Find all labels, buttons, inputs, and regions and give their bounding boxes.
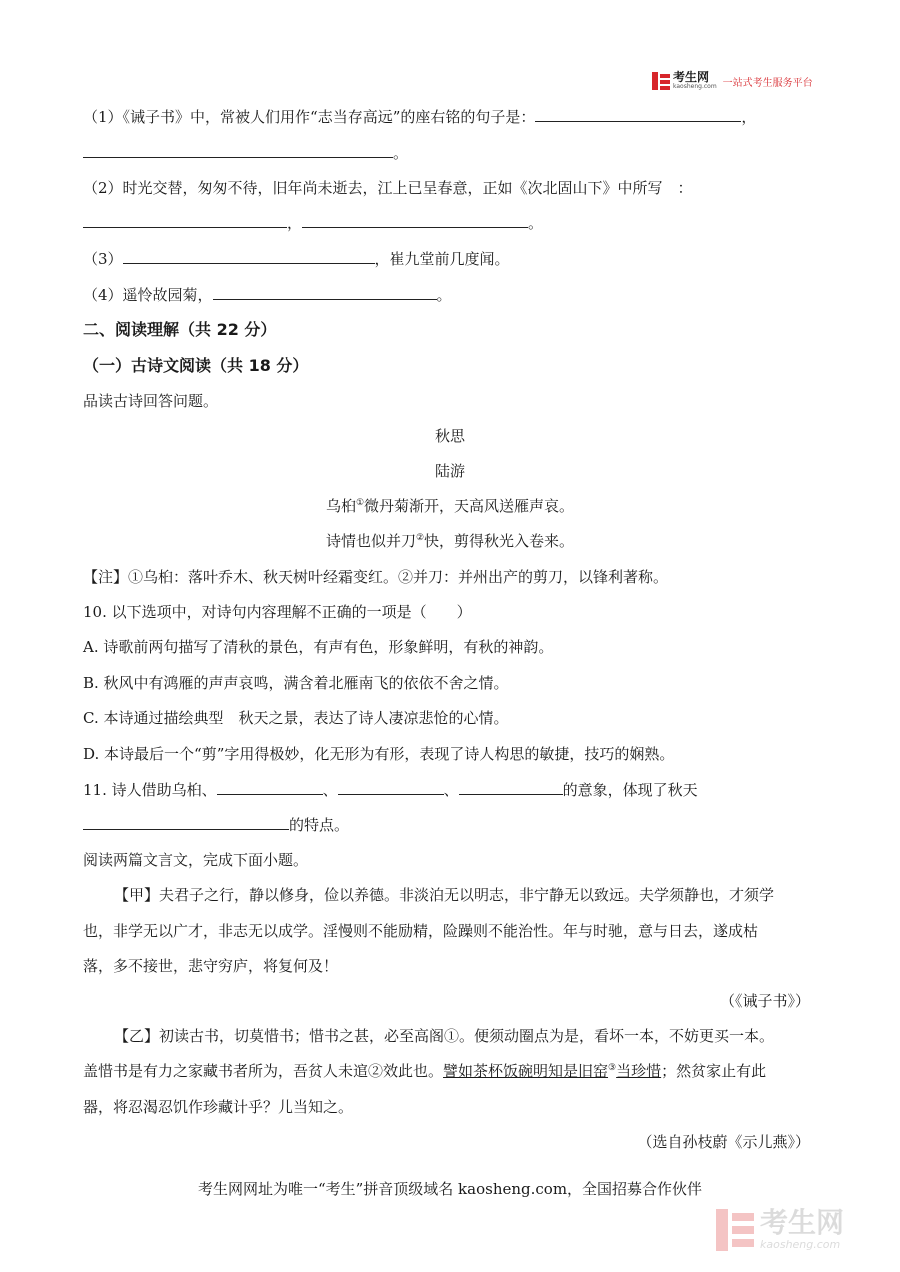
q1-blank-2[interactable] <box>83 143 393 158</box>
watermark-name: 考生网 <box>760 1206 845 1239</box>
poem-title: 秋思 <box>434 427 465 445</box>
q3-text: ，崔九堂前几度闻。 <box>374 250 510 268</box>
poem-note-ref-1: ① <box>355 498 365 508</box>
q4-text: （4）遥怜故园菊， <box>83 286 213 304</box>
yi-note-ref-3: ③ <box>608 1063 617 1073</box>
q1-text: （1）《诫子书》中，常被人们用作“志当存高远”的座右铭的句子是： <box>83 108 536 126</box>
poem-author: 陆游 <box>434 462 465 480</box>
q10-option-b[interactable]: B. 秋风中有鸿雁的声声哀鸣，满含着北雁南飞的依依不舍之情。 <box>83 674 509 692</box>
yi-line-2e: ；然贫家止有此 <box>661 1062 767 1080</box>
poem-line-2 <box>0 531 900 551</box>
q10-stem: 10. 以下选项中，对诗句内容理解不正确的一项是（ ） <box>83 603 472 621</box>
header-logo[interactable] <box>652 70 813 92</box>
poem-instruction: 品读古诗回答问题。 <box>83 392 219 410</box>
yi-line-2 <box>83 1061 766 1081</box>
q1-line1 <box>83 107 756 127</box>
q2-comma: ， <box>287 214 303 232</box>
q2-period: 。 <box>528 214 544 232</box>
q11-text: 11. 诗人借助乌桕、 <box>83 781 217 799</box>
q1-blank-1[interactable] <box>535 107 741 122</box>
yi-underlined-1: 譬如茶杯饭碗明知是旧窑 <box>443 1062 609 1080</box>
q11-blank-4[interactable] <box>83 815 289 830</box>
q11-sep-1: 、 <box>322 781 338 799</box>
poem-line-1 <box>0 496 900 516</box>
jia-line-3: 落，多不接世，悲守穷庐，将复何及！ <box>83 957 339 975</box>
jia-source: （《诫子书》） <box>719 992 810 1010</box>
watermark-logo <box>716 1208 844 1251</box>
yi-underlined-2: 当珍惜 <box>616 1062 662 1080</box>
q1-period: 。 <box>393 144 409 162</box>
logo-name: 考生网 <box>673 70 710 84</box>
q11-blank-3[interactable] <box>459 780 563 795</box>
q2-blank-1[interactable] <box>83 213 287 228</box>
page-footer: 考生网网址为唯一“考生”拼音顶级域名 kaosheng.com，全国招募合作伙伴 <box>197 1180 703 1198</box>
yi-source: （选自孙枝蔚《示儿燕》） <box>637 1133 810 1151</box>
q10-option-c[interactable]: C. 本诗通过描绘典型 秋天之景，表达了诗人凄凉悲怆的心情。 <box>83 709 509 727</box>
q4-blank[interactable] <box>213 285 437 300</box>
watermark-logo-icon <box>716 1209 754 1251</box>
poem-note-ref-2: ② <box>415 533 425 543</box>
q11-line2 <box>83 815 349 835</box>
subsection-title: （一）古诗文阅读（共 18 分） <box>83 356 309 375</box>
header-slogan: 一站式考生服务平台 <box>722 77 813 89</box>
section-title: 二、阅读理解（共 22 分） <box>83 320 277 339</box>
poem-line-1a: 乌桕 <box>325 497 356 515</box>
poem-line-2b: 快，剪得秋光入卷来。 <box>424 532 575 550</box>
q11-blank-1[interactable] <box>217 780 323 795</box>
poem-line-2a: 诗情也似并刀 <box>325 532 416 550</box>
poem-annotation: 【注】①乌桕：落叶乔木、秋天树叶经霜变红。②并刀：并州出产的剪刀，以锋利著称。 <box>83 568 669 586</box>
poem-line-1b: 微丹菊渐开，天高风送雁声哀。 <box>364 497 575 515</box>
kaosheng-logo-icon <box>652 72 670 90</box>
q2-blank-2[interactable] <box>302 213 528 228</box>
yi-line-3: 器，将忍渴忍饥作珍藏计乎？儿当知之。 <box>83 1098 354 1116</box>
yi-line-1: 【乙】初读古书，切莫惜书；惜书之甚，必至高阁①。便须动圈点为是，看坏一本，不妨更买一本。 <box>114 1027 775 1045</box>
jia-line-1: 【甲】夫君子之行，静以修身，俭以养德。非淡泊无以明志，非宁静无以致远。夫学须静也，才须学 <box>114 886 775 904</box>
watermark-domain: kaosheng.com <box>760 1238 841 1251</box>
q4-line <box>83 285 452 305</box>
q3-line <box>83 249 510 269</box>
q11-sep-2: 、 <box>443 781 459 799</box>
reading2-instruction: 阅读两篇文言文，完成下面小题。 <box>83 851 309 869</box>
logo-domain: kaosheng.com <box>673 83 717 90</box>
q10-option-a[interactable]: A. 诗歌前两句描写了清秋的景色，有声有色，形象鲜明，有秋的神韵。 <box>83 638 554 656</box>
q2-line1: （2）时光交替，匆匆不待，旧年尚未逝去，江上已呈春意，正如《次北固山下》中所写 ： <box>83 179 693 197</box>
q3-blank[interactable] <box>123 249 375 264</box>
q11-post: 的意象，体现了秋天 <box>562 781 698 799</box>
q1-line2 <box>83 143 408 163</box>
q10-option-d[interactable]: D. 本诗最后一个“剪”字用得极妙，化无形为有形，表现了诗人构思的敏捷，技巧的娴熟。 <box>83 745 675 763</box>
q2-line2 <box>83 213 543 233</box>
yi-line-2a: 盖惜书是有力之家藏书者所为，吾贫人未逭②效此也。 <box>83 1062 444 1080</box>
q3-label: （3） <box>83 250 123 268</box>
jia-line-2: 也，非学无以广才，非志无以成学。淫慢则不能励精，险躁则不能治性。年与时驰，意与日去，遂成枯 <box>83 922 759 940</box>
q11-line1 <box>83 780 698 800</box>
q11-blank-2[interactable] <box>338 780 444 795</box>
q11-line2-text: 的特点。 <box>289 816 350 834</box>
q4-period: 。 <box>436 286 452 304</box>
q1-comma: ， <box>741 108 757 126</box>
